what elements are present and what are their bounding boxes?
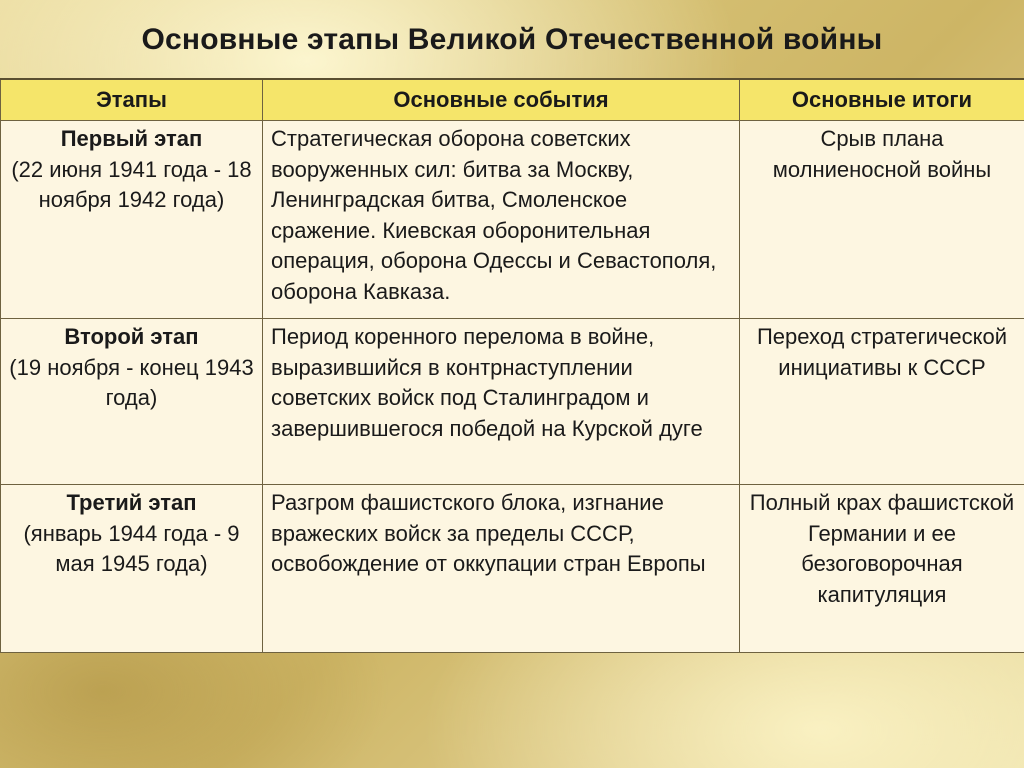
table-row: [1, 485, 1024, 653]
table-header-row: [1, 79, 1024, 121]
events-cell: Период коренного перелома в войне, выразившийся в контрнаступлении советских войск под Сталинградом и завершившегося победой на Курской дуге: [263, 319, 740, 485]
header-results: Основные итоги: [740, 79, 1024, 121]
result-cell: Полный крах фашистской Германии и ее безоговорочная капитуляция: [740, 485, 1024, 653]
header-stages: Этапы: [1, 79, 263, 121]
stage-dates: (22 июня 1941 года - 18 ноября 1942 года): [11, 156, 252, 212]
events-cell: Стратегическая оборона советских вооруженных сил: битва за Москву, Ленинградская битва, Смоленское сражение. Киевская оборонительная операция, оборона Одессы и Севастополя, оборона Кавказа.: [263, 121, 740, 319]
table-row: [1, 121, 1024, 319]
table-row: [1, 319, 1024, 485]
stage-cell: [1, 319, 263, 485]
stage-name: Второй этап: [64, 324, 199, 349]
events-cell: Разгром фашистского блока, изгнание вражеских войск за пределы СССР, освобождение от оккупации стран Европы: [263, 485, 740, 653]
stage-cell: [1, 121, 263, 319]
stage-dates: (19 ноября - конец 1943 года): [9, 354, 254, 410]
stage-dates: (январь 1944 года - 9 мая 1945 года): [23, 520, 240, 576]
header-events: Основные события: [263, 79, 740, 121]
stages-table: [0, 78, 1024, 653]
stage-name: Третий этап: [66, 490, 197, 515]
result-cell: Переход стратегической инициативы к СССР: [740, 319, 1024, 485]
slide-title: Основные этапы Великой Отечественной войны: [141, 23, 883, 56]
stage-name: Первый этап: [60, 126, 203, 151]
stage-cell: [1, 485, 263, 653]
result-cell: Срыв плана молниеносной войны: [740, 121, 1024, 319]
